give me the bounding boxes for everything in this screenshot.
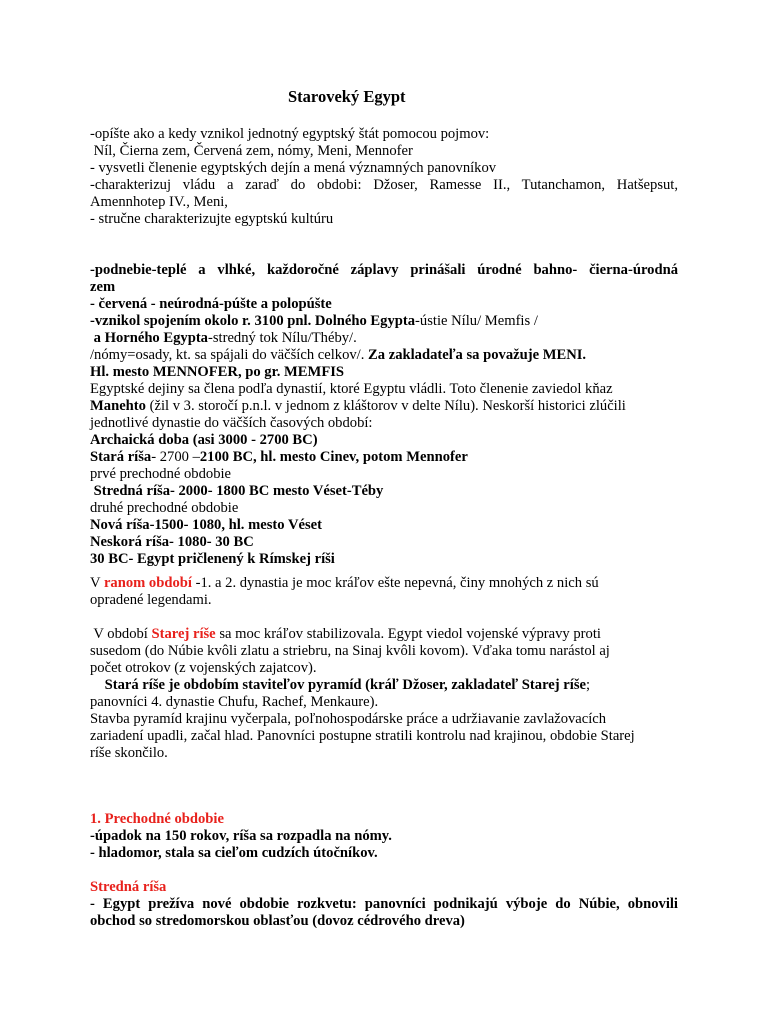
paragraph-line [90,626,678,643]
page-title: Staroveký Egypt [288,87,406,106]
note-line [90,330,678,347]
paragraph-bold: Stará ríše je obdobím staviteľov pyramíd (kráľ Džoser, zakladateľ Starej ríše [90,677,586,693]
task-line: - stručne charakterizujte egyptskú kultúru [90,211,334,227]
early-period-paragraph [90,575,678,609]
first-intermediate-section [90,811,678,862]
period-roman: 30 BC- Egypt pričlenený k Rímskej ríši [90,551,335,567]
highlight-term: Starej ríše [151,626,216,642]
period-new-kingdom: Nová ríša-1500- 1080, hl. mesto Véset [90,517,322,533]
notes-section [90,262,678,568]
task-line: - vysvetli členenie egyptských dejín a mená významných panovníkov [90,160,497,176]
paragraph-line: ríše skončilo. [90,745,168,761]
paragraph-text: -1. a 2. dynastia je moc kráľov ešte nepevná, činy mnohých z nich sú [191,575,599,591]
period-late-kingdom: Neskorá ríša- 1080- 30 BC [90,534,254,550]
period-middle-kingdom: Stredná ríša- 2000- 1800 BC mesto Véset-Téby [90,483,384,499]
section-line: obchod so stredomorskou oblasťou (dovoz cédrového dreva) [90,913,465,929]
paragraph-line: Stavba pyramíd krajinu vyčerpala, poľnohospodárske práce a udržiavanie zavlažovacích [90,711,607,727]
middle-kingdom-section [90,879,678,930]
note-bold: Za zakladateľa sa považuje MENI. [368,347,587,363]
note-line: - červená - neúrodná-púšte a polopúšte [90,296,332,312]
note-line: Hl. mesto MENNOFER, po gr. MEMFIS [90,364,345,380]
note-bold: Manehto [90,398,146,414]
section-line: - hladomor, stala sa cieľom cudzích útočníkov. [90,845,378,861]
section-line: -úpadok na 150 rokov, ríša sa rozpadla na nómy. [90,828,392,844]
note-line [90,398,678,415]
note-line: Egyptské dejiny sa člena podľa dynastií, ktoré Egyptu vládli. Toto členenie zaviedol kňaz [90,381,613,397]
section-heading: Stredná ríša [90,879,167,895]
task-line: -opíšte ako a kedy vznikol jednotný egyptský štát pomocou pojmov: [90,126,490,142]
note-text: (žil v 3. storočí p.n.l. v jednom z kláštorov v delte Nílu). Neskorší historici zlúčili [145,398,626,414]
note-line [90,347,678,364]
note-line: -podnebie-teplé a vlhké, každoročné záplavy prinášali úrodné bahno- čierna-úrodná [90,262,678,278]
task-list [90,126,678,228]
task-line: -charakterizuj vládu a zaraď do obdobi: Džoser, Ramesse II., Tutanchamon, Hatšepsut, [90,177,678,193]
period-first-intermediate: prvé prechodné obdobie [90,466,232,482]
note-line: jednotlivé dynastie do väčších časových období: [90,415,373,431]
note-text: -stredný tok Nílu/Théby/. [207,330,357,346]
paragraph-text: sa moc kráľov stabilizovala. Egypt viedol vojenské výpravy proti [215,626,601,642]
paragraph-line: opradené legendami. [90,592,212,608]
note-line [90,313,678,330]
highlight-term: ranom období [103,575,192,591]
section-heading: 1. Prechodné obdobie [90,811,224,827]
paragraph-text: V období [90,626,152,642]
paragraph-line [90,677,678,694]
note-text: /nómy=osady, kt. sa spájali do väčších celkov/. [90,347,369,363]
paragraph-line: panovníci 4. dynastie Chufu, Rachef, Menkaure). [90,694,379,710]
paragraph-line [90,575,678,592]
note-line: zem [90,279,116,295]
old-kingdom-paragraph [90,626,678,762]
paragraph-text: ; [585,677,591,693]
paragraph-line: počet otrokov (z vojenských zajatcov). [90,660,317,676]
note-bold: Stará ríša [90,449,152,465]
period-archaic: Archaická doba (asi 3000 - 2700 BC) [90,432,318,448]
task-line: Amennhotep IV., Meni, [90,194,228,210]
period-old-kingdom [90,449,678,466]
period-second-intermediate: druhé prechodné obdobie [90,500,239,516]
paragraph-text: V [90,575,104,591]
note-bold: -vznikol spojením okolo r. 3100 pnl. Dolného Egypta [90,313,416,329]
section-line: - Egypt prežíva nové obdobie rozkvetu: panovníci podnikajú výboje do Núbie, obnovili [90,896,678,912]
note-bold: 2100 BC, hl. mesto Cinev, potom Mennofer [199,449,468,465]
task-line: Níl, Čierna zem, Červená zem, nómy, Meni, Mennofer [90,143,413,159]
note-text: -ústie Nílu/ Memfis / [415,313,538,329]
paragraph-line: susedom (do Núbie kvôli zlatu a striebru, na Sinaj kvôli kovom). Vďaka tomu narástol aj [90,643,610,659]
note-bold: a Horného Egypta [90,330,208,346]
note-text: - 2700 – [151,449,200,465]
paragraph-line: zariadení upadli, začal hlad. Panovníci postupne stratili kontrolu nad krajinou, obdobie Starej [90,728,635,744]
